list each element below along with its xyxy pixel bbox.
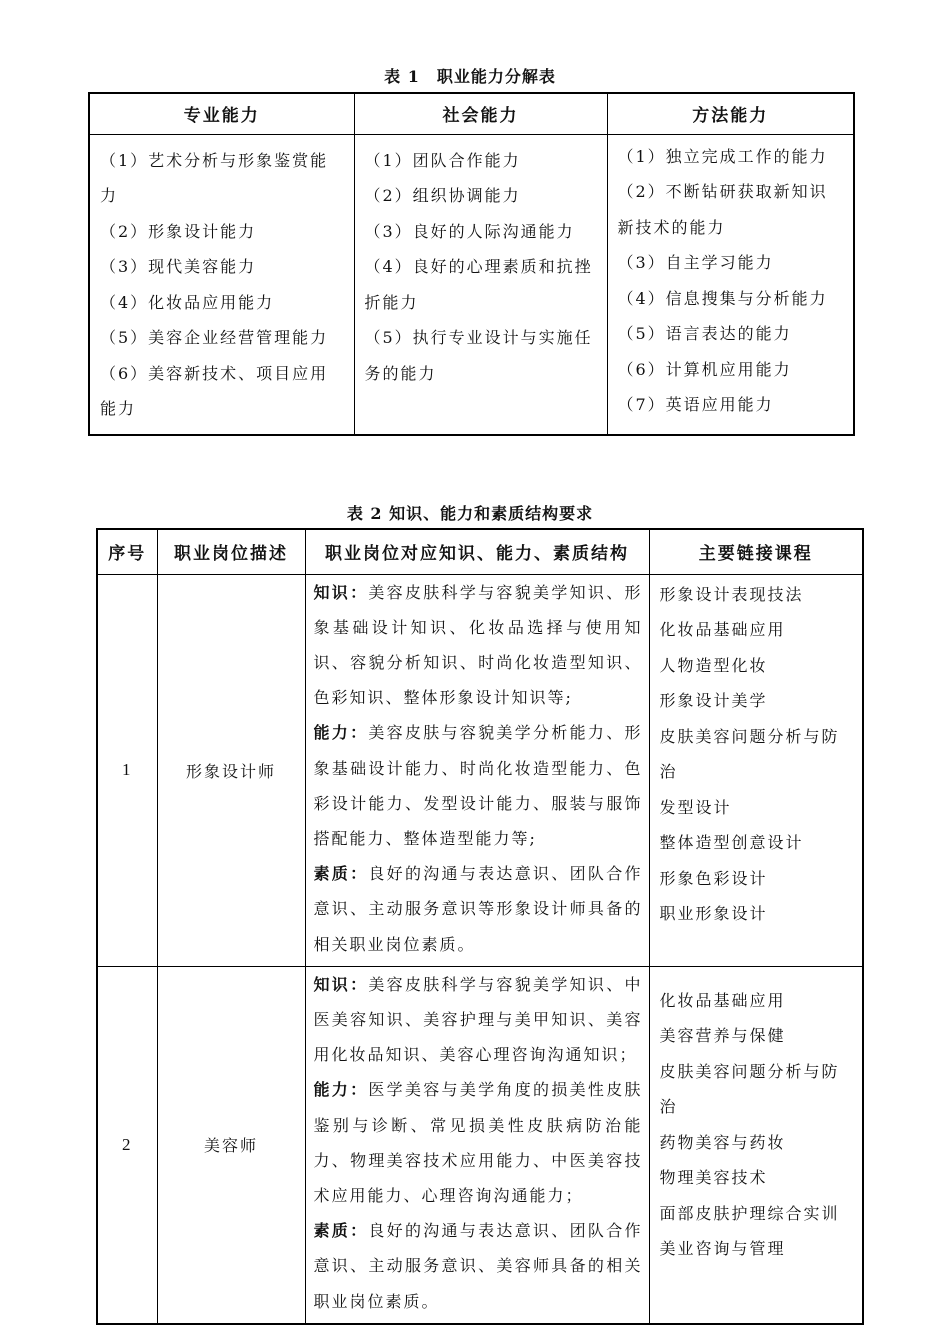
role-description: 形象设计师: [157, 574, 305, 966]
row-number: 2: [97, 966, 157, 1324]
course-item: 皮肤美容问题分析与防治: [659, 1061, 840, 1117]
table-header-row: [97, 529, 863, 574]
header-method-ability: 方法能力: [607, 93, 854, 134]
course-item: 化妆品基础应用: [659, 990, 786, 1010]
course-item: 美业咨询与管理: [659, 1239, 786, 1259]
course-item: 职业形象设计: [659, 904, 768, 923]
list-item: （2）组织协调能力: [364, 186, 521, 205]
list-item: （5）美容企业经营管理能力: [100, 328, 329, 347]
list-item: （3）良好的人际沟通能力: [364, 221, 575, 241]
course-item: 整体造型创意设计: [659, 833, 804, 852]
header-professional-ability: 专业能力: [89, 93, 354, 134]
courses-cell: [649, 574, 863, 966]
course-item: 形象设计表现技法: [659, 584, 804, 604]
course-item: 美容营养与保健: [659, 1026, 786, 1046]
table1-title: 表 1 职业能力分解表: [384, 67, 556, 86]
list-item: （5）执行专业设计与实施任务的能力: [364, 328, 593, 383]
quality-label: 素质：: [313, 1221, 369, 1241]
list-item: （1）独立完成工作的能力: [617, 146, 828, 166]
knowledge-text: 美容皮肤科学与容貌美学知识、中医美容知识、美容护理与美甲知识、美容用化妆品知识、美容心理咨询沟通知识；: [313, 974, 643, 1065]
header-number: 序号: [97, 529, 157, 574]
course-item: 人物造型化妆: [659, 655, 768, 675]
table-row: [97, 966, 863, 1324]
list-item: （2）形象设计能力: [100, 221, 257, 241]
list-item: （3）自主学习能力: [617, 253, 774, 272]
quality-text: 良好的沟通与表达意识、团队合作意识、主动服务意识、美容师具备的相关职业岗位素质。: [313, 1221, 643, 1311]
role-description: 美容师: [157, 966, 305, 1324]
table-row: [89, 134, 854, 435]
ability-text: 美容皮肤与容貌美学分析能力、形象基础设计能力、时尚化妆造型能力、色彩设计能力、发型设计能力、服装与服饰搭配能力、整体造型能力等;: [313, 723, 643, 848]
ability-label: 能力：: [313, 1080, 369, 1100]
table-row: [97, 574, 863, 966]
course-item: 药物美容与药妆: [659, 1132, 786, 1152]
list-item: （2）不断钻研获取新知识新技术的能力: [617, 182, 828, 237]
list-item: （6）计算机应用能力: [617, 359, 792, 379]
course-item: 形象色彩设计: [659, 868, 768, 888]
list-item: （1）艺术分析与形象鉴赏能力: [100, 150, 329, 205]
list-item: （4）良好的心理素质和抗挫折能力: [364, 257, 593, 312]
ability-text: 医学美容与美学角度的损美性皮肤鉴别与诊断、常见损美性皮肤病防治能力、物理美容技术应用能力、中医美容技术应用能力、心理咨询沟通能力；: [313, 1080, 643, 1205]
list-item: （5）语言表达的能力: [617, 324, 792, 343]
table-header-row: [89, 93, 854, 134]
header-courses: 主要链接课程: [649, 529, 863, 574]
ability-breakdown-table: [88, 92, 855, 436]
header-role: 职业岗位描述: [157, 529, 305, 574]
structure-cell: [305, 574, 649, 966]
knowledge-text: 美容皮肤科学与容貌美学知识、形象基础设计知识、化妆品选择与使用知识、容貌分析知识、时尚化妆造型知识、色彩知识、整体形象设计知识等;: [313, 582, 643, 708]
quality-text: 良好的沟通与表达意识、团队合作意识、主动服务意识等形象设计师具备的相关职业岗位素质。: [313, 864, 643, 954]
course-item: 化妆品基础应用: [659, 620, 786, 639]
header-structure: 职业岗位对应知识、能力、素质结构: [305, 529, 649, 574]
course-item: 形象设计美学: [659, 691, 768, 710]
row-number: 1: [97, 574, 157, 966]
ability-label: 能力：: [313, 723, 369, 743]
list-item: （4）信息搜集与分析能力: [617, 288, 828, 308]
course-item: 发型设计: [659, 797, 732, 817]
knowledge-ability-quality-table: [96, 528, 864, 1325]
list-item: （6）美容新技术、项目应用能力: [100, 363, 329, 418]
knowledge-label: 知识：: [313, 582, 369, 602]
social-ability-cell: [354, 134, 607, 435]
list-item: （1）团队合作能力: [364, 150, 521, 170]
method-ability-cell: [607, 134, 854, 435]
professional-ability-cell: [89, 134, 354, 435]
table2-title: 表 2 知识、能力和素质结构要求: [346, 504, 594, 523]
course-item: 皮肤美容问题分析与防治: [659, 726, 840, 781]
courses-cell: [649, 966, 863, 1324]
quality-label: 素质：: [313, 864, 369, 884]
course-item: 面部皮肤护理综合实训: [659, 1203, 840, 1223]
course-item: 物理美容技术: [659, 1168, 768, 1188]
header-social-ability: 社会能力: [354, 93, 607, 134]
knowledge-label: 知识：: [313, 974, 369, 994]
list-item: （7）英语应用能力: [617, 395, 774, 414]
structure-cell: [305, 966, 649, 1324]
list-item: （4）化妆品应用能力: [100, 292, 275, 312]
list-item: （3）现代美容能力: [100, 257, 257, 276]
